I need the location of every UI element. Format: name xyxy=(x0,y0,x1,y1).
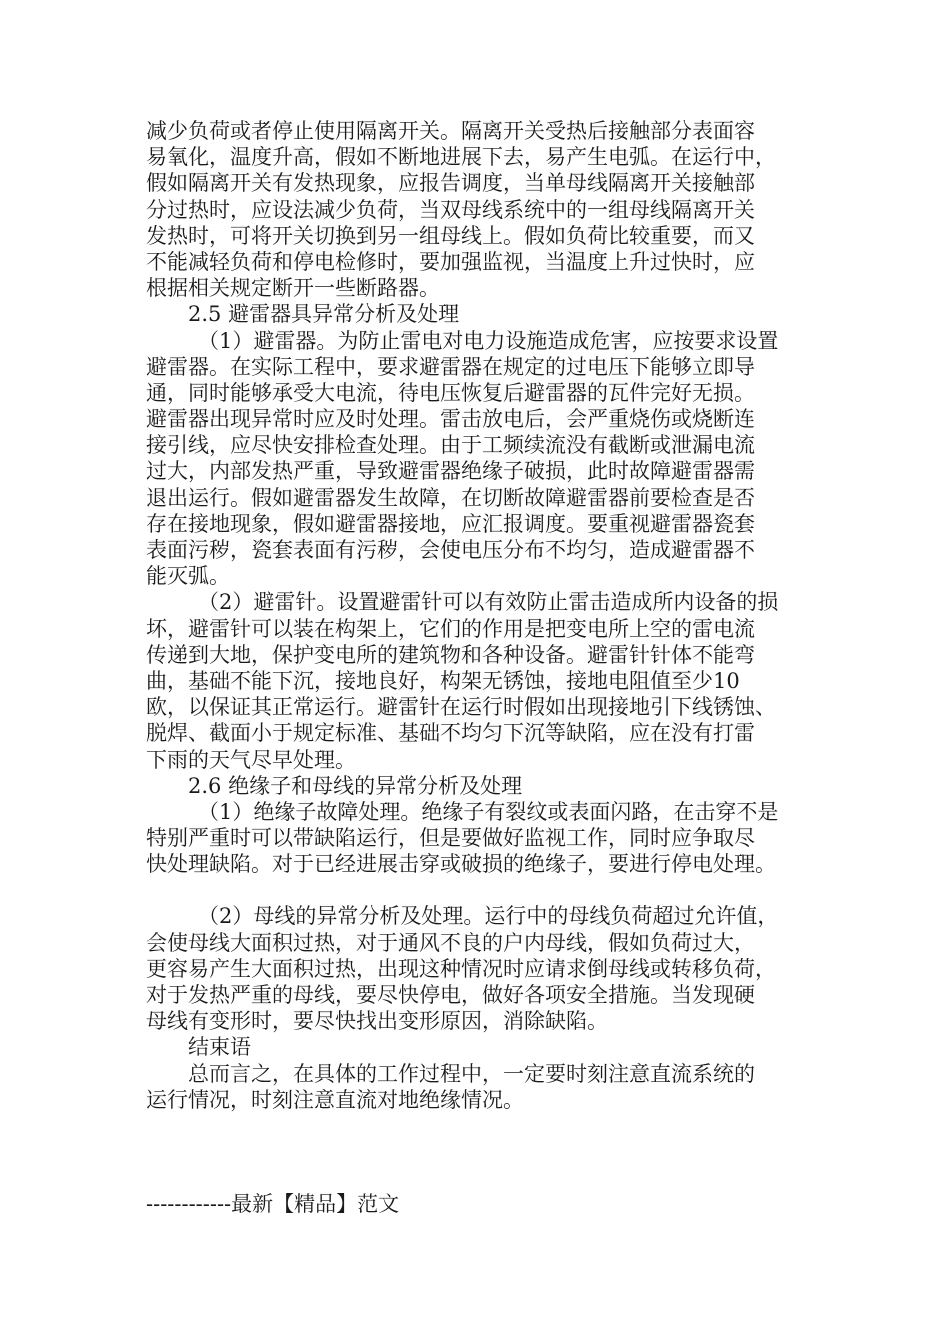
text-line: 减少负荷或者停止使用隔离开关。隔离开关受热后接触部分表面容 xyxy=(146,119,755,143)
paragraph xyxy=(146,799,808,878)
text-line: 避雷器。在实际工程中，要求避雷器在规定的过电压下能够立即导 xyxy=(146,354,755,379)
text-line: （2）母线的异常分析及处理。运行中的母线负荷超过允许值， xyxy=(198,904,779,929)
text-line: 2.6 绝缘子和母线的异常分析及处理 xyxy=(188,773,523,798)
text-line: （1）绝缘子故障处理。绝缘子有裂纹或表面闪路，在击穿不是 xyxy=(198,799,779,824)
footer-note: ------------最新【精品】范文 xyxy=(146,1191,400,1216)
text-line: 接引线，应尽快安排检查处理。由于工频续流没有截断或泄漏电流 xyxy=(146,433,755,458)
text-line: 存在接地现象，假如避雷器接地，应汇报调度。要重视避雷器瓷套 xyxy=(146,511,755,536)
text-line: 特别严重时可以带缺陷运行，但是要做好监视工作，同时应争取尽 xyxy=(146,826,755,851)
text-line: 结束语 xyxy=(188,1035,251,1060)
text-line: 总而言之，在具体的工作过程中，一定要时刻注意直流系统的 xyxy=(188,1061,755,1086)
text-line: 易氧化，温度升高，假如不断地进展下去，易产生电弧。在运行中， xyxy=(146,145,776,170)
section-heading xyxy=(146,1034,808,1060)
paragraph xyxy=(146,1061,808,1113)
text-line: 对于发热严重的母线，要尽快停电，做好各项安全措施。当发现硬 xyxy=(146,983,755,1007)
text-line: （2）避雷针。设置避雷针可以有效防止雷击造成所内设备的损 xyxy=(198,590,779,615)
text-line: 会使母线大面积过热，对于通风不良的户内母线，假如负荷过大， xyxy=(146,930,755,955)
paragraph xyxy=(146,589,808,772)
text-line: 2.5 避雷器具异常分析及处理 xyxy=(188,302,460,327)
paragraph xyxy=(146,118,808,301)
text-line: （1）避雷器。为防止雷电对电力设施造成危害，应按要求设置 xyxy=(198,328,779,353)
text-line: 退出运行。假如避雷器发生故障，在切断故障避雷器前要检查是否 xyxy=(146,485,755,510)
text-line: 分过热时，应设法减少负荷，当双母线系统中的一组母线隔离开关 xyxy=(146,197,755,222)
text-line: 避雷器出现异常时应及时处理。雷击放电后，会严重烧伤或烧断连 xyxy=(146,407,755,432)
paragraph xyxy=(146,903,808,1034)
spacer xyxy=(146,1113,808,1191)
text-line: 更容易产生大面积过热，出现这种情况时应请求倒母线或转移负荷， xyxy=(146,956,776,981)
text-line: 曲，基础不能下沉，接地良好，构架无锈蚀，接地电阻值至少10 xyxy=(146,668,740,693)
text-line: 坏，避雷针可以装在构架上，它们的作用是把变电所上空的雷电流 xyxy=(146,616,755,641)
text-line: 欧，以保证其正常运行。避雷针在运行时假如出现接地引下线锈蚀、 xyxy=(146,695,776,720)
text-line: 能灭弧。 xyxy=(146,564,230,589)
text-line: 传递到大地，保护变电所的建筑物和各种设备。避雷针针体不能弯 xyxy=(146,642,755,667)
text-line: 运行情况，时刻注意直流对地绝缘情况。 xyxy=(146,1087,524,1112)
section-heading xyxy=(146,301,808,327)
text-line: 通，同时能够承受大电流，待电压恢复后避雷器的瓦件完好无损。 xyxy=(146,380,755,405)
text-line: 母线有变形时，要尽快找出变形原因，消除缺陷。 xyxy=(146,1009,608,1034)
document-body xyxy=(146,118,808,1113)
text-line: 发热时，可将开关切换到另一组母线上。假如负荷比较重要，而又 xyxy=(146,223,755,248)
section-heading xyxy=(146,773,808,799)
paragraph xyxy=(146,328,808,590)
text-line: 脱焊、截面小于规定标准、基础不均匀下沉等缺陷，应在没有打雷 xyxy=(146,721,755,746)
text-line: 快处理缺陷。对于已经进展击穿或破损的绝缘子，要进行停电处理。 xyxy=(146,852,776,877)
text-line: 假如隔离开关有发热现象，应报告调度，当单母线隔离开关接触部 xyxy=(146,171,755,196)
text-line: 过大，内部发热严重，导致避雷器绝缘子破损，此时故障避雷器需 xyxy=(146,459,755,484)
text-line: 下雨的天气尽早处理。 xyxy=(146,747,356,772)
text-line: 根据相关规定断开一些断路器。 xyxy=(146,276,440,301)
document-page xyxy=(146,118,808,1217)
text-line: 表面污秽，瓷套表面有污秽，会使电压分布不均匀，造成避雷器不 xyxy=(146,538,755,562)
text-line: 不能减轻负荷和停电检修时，要加强监视，当温度上升过快时，应 xyxy=(146,249,755,274)
paragraph-gap xyxy=(146,877,808,903)
